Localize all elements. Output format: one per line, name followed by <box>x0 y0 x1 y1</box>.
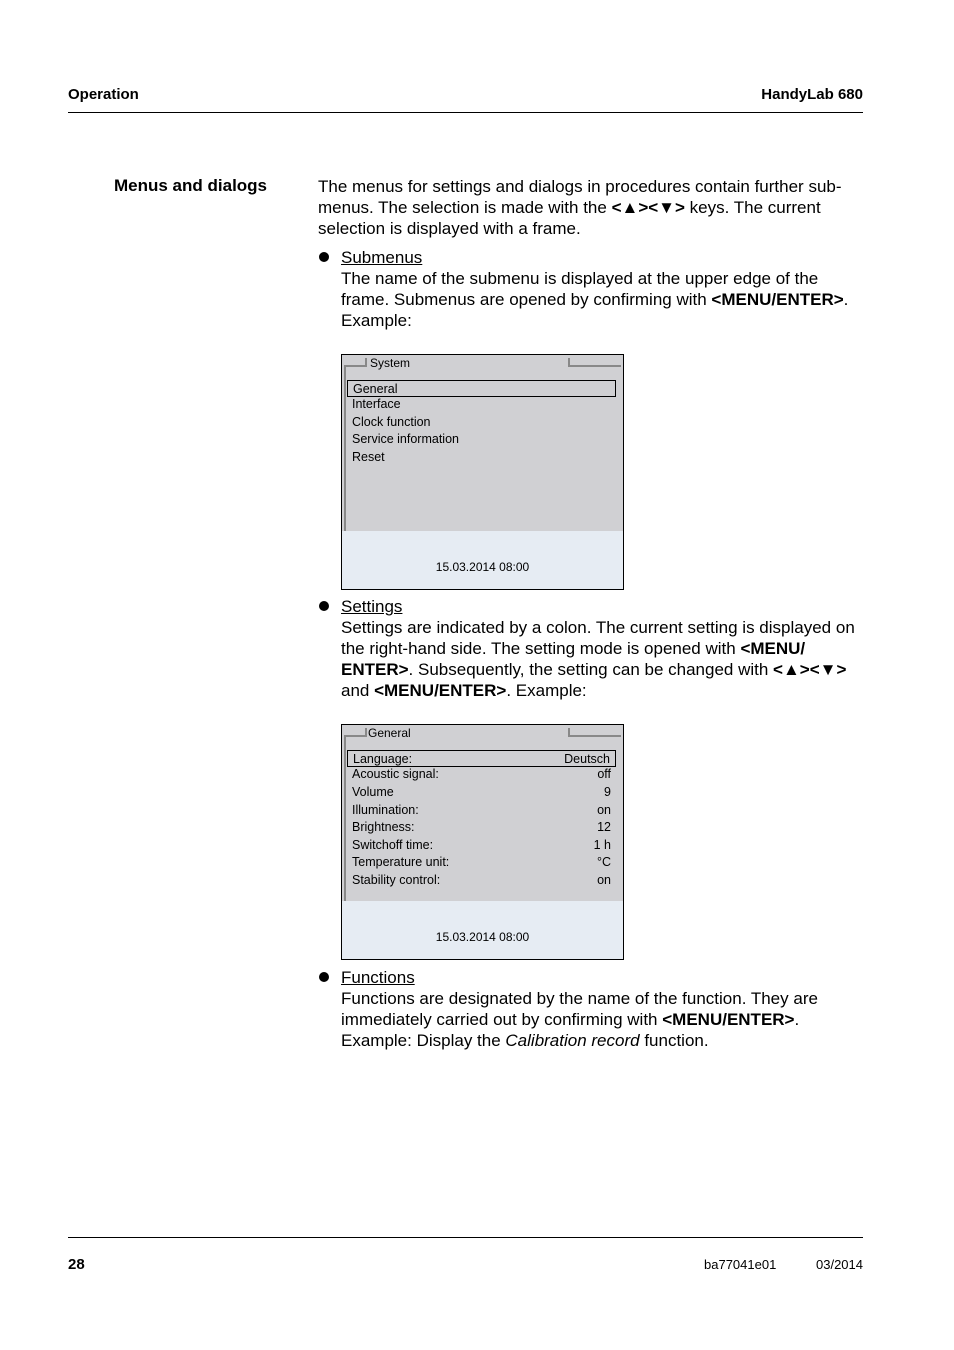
section-heading: Menus and dialogs <box>114 176 268 195</box>
setting-row-language[interactable] <box>347 750 616 767</box>
frame-line <box>344 367 346 531</box>
status-bar <box>342 531 623 589</box>
setting-row-brightness[interactable] <box>347 819 616 836</box>
status-bar <box>342 901 623 959</box>
screen-title: System <box>370 356 411 370</box>
functions-line-2 <box>341 1009 863 1030</box>
frame-tick <box>568 728 570 737</box>
arrow-keys: <▲><▼> <box>773 660 847 679</box>
setting-row-switchoff-time[interactable] <box>347 837 616 854</box>
settings-line-2 <box>341 638 863 659</box>
setting-value: on <box>597 873 611 887</box>
menu-enter-key: ENTER> <box>341 660 409 679</box>
footer-rule <box>68 1237 863 1238</box>
document-id: ba77041e01 <box>704 1257 777 1272</box>
setting-row-stability-control[interactable] <box>347 872 616 889</box>
bullet-dot-icon <box>319 252 329 262</box>
setting-row-acoustic-signal[interactable] <box>347 766 616 783</box>
menu-enter-key: <MENU/ <box>740 639 806 658</box>
functions-text: . <box>794 1010 800 1029</box>
setting-value: Deutsch <box>564 752 610 766</box>
setting-label: Stability control: <box>352 873 441 887</box>
menu-enter-key: <MENU/ENTER> <box>374 681 507 700</box>
settings-block <box>341 596 863 701</box>
settings-line-3 <box>341 659 863 680</box>
screen-title: General <box>368 726 411 740</box>
submenus-line-2 <box>341 289 863 310</box>
setting-label: Switchoff time: <box>352 838 434 852</box>
setting-value: °C <box>596 855 611 869</box>
frame-tick <box>365 728 367 737</box>
device-screen-system <box>341 354 624 590</box>
setting-value: 9 <box>604 785 611 799</box>
frame-line <box>344 737 346 901</box>
functions-line-3 <box>341 1030 863 1051</box>
functions-text: function. <box>639 1031 709 1050</box>
menu-item-reset[interactable]: Reset <box>352 450 385 464</box>
menu-item-general[interactable]: General <box>347 380 616 397</box>
submenus-block <box>341 247 863 331</box>
header-section-title: Operation <box>68 86 139 103</box>
settings-line-4 <box>341 680 863 701</box>
frame-line <box>569 735 621 737</box>
submenus-title: Submenus <box>341 248 423 267</box>
setting-value: on <box>597 803 611 817</box>
settings-title: Settings <box>341 597 403 616</box>
setting-row-illumination[interactable] <box>347 802 616 819</box>
intro-line-3: selection is displayed with a frame. <box>318 219 581 238</box>
intro-line-2 <box>318 197 863 218</box>
intro-text: menus. The selection is made with the <box>318 198 612 217</box>
submenus-text: . <box>843 290 849 309</box>
functions-block <box>341 967 863 1051</box>
settings-text: the right-hand side. The setting mode is opened with <box>341 639 741 658</box>
settings-line-1: Settings are indicated by a colon. The current setting is displayed on <box>341 618 855 637</box>
setting-row-temperature-unit[interactable] <box>347 854 616 871</box>
frame-line <box>569 365 621 367</box>
menu-enter-key: <MENU/ENTER> <box>662 1010 795 1029</box>
setting-value: off <box>597 767 611 781</box>
document-date: 03/2014 <box>816 1257 863 1272</box>
frame-line <box>344 735 366 737</box>
setting-label: Temperature unit: <box>352 855 450 869</box>
arrow-keys: <▲><▼> <box>611 198 685 217</box>
menu-item-clock-function[interactable]: Clock function <box>352 415 431 429</box>
setting-label: Language: <box>353 752 413 766</box>
setting-row-volume[interactable] <box>347 784 616 801</box>
intro-paragraph <box>318 176 863 239</box>
submenus-line-3: Example: <box>341 311 412 330</box>
submenus-line-1: The name of the submenu is displayed at the upper edge of the <box>341 269 819 288</box>
settings-text: and <box>341 681 375 700</box>
intro-text: keys. The current <box>684 198 821 217</box>
setting-label: Volume <box>352 785 394 799</box>
setting-label: Brightness: <box>352 820 415 834</box>
datetime-display: 15.03.2014 08:00 <box>435 930 530 944</box>
settings-text: . Example: <box>506 681 587 700</box>
calibration-record-term: Calibration record <box>505 1031 640 1050</box>
setting-label: Illumination: <box>352 803 419 817</box>
frame-tick <box>568 358 570 367</box>
settings-text: . Subsequently, the setting can be changed with <box>408 660 774 679</box>
frame-tick <box>365 358 367 367</box>
header-product-name: HandyLab 680 <box>761 86 863 103</box>
functions-text: immediately carried out by confirming with <box>341 1010 663 1029</box>
frame-line <box>344 365 366 367</box>
functions-title: Functions <box>341 968 415 987</box>
bullet-dot-icon <box>319 601 329 611</box>
menu-item-service-information[interactable]: Service information <box>352 432 459 446</box>
functions-line-1: Functions are designated by the name of the function. They are <box>341 989 818 1008</box>
setting-value: 12 <box>597 820 611 834</box>
menu-enter-key: <MENU/ENTER> <box>711 290 844 309</box>
submenus-text: frame. Submenus are opened by confirming with <box>341 290 712 309</box>
functions-text: Example: Display the <box>341 1031 506 1050</box>
setting-value: 1 h <box>593 838 611 852</box>
page-number: 28 <box>68 1256 85 1273</box>
bullet-dot-icon <box>319 972 329 982</box>
header-rule <box>68 112 863 113</box>
menu-item-interface[interactable]: Interface <box>352 397 401 411</box>
device-screen-general <box>341 724 624 960</box>
datetime-display: 15.03.2014 08:00 <box>435 560 530 574</box>
setting-label: Acoustic signal: <box>352 767 439 781</box>
intro-line-1: The menus for settings and dialogs in procedures contain further sub- <box>318 177 842 196</box>
